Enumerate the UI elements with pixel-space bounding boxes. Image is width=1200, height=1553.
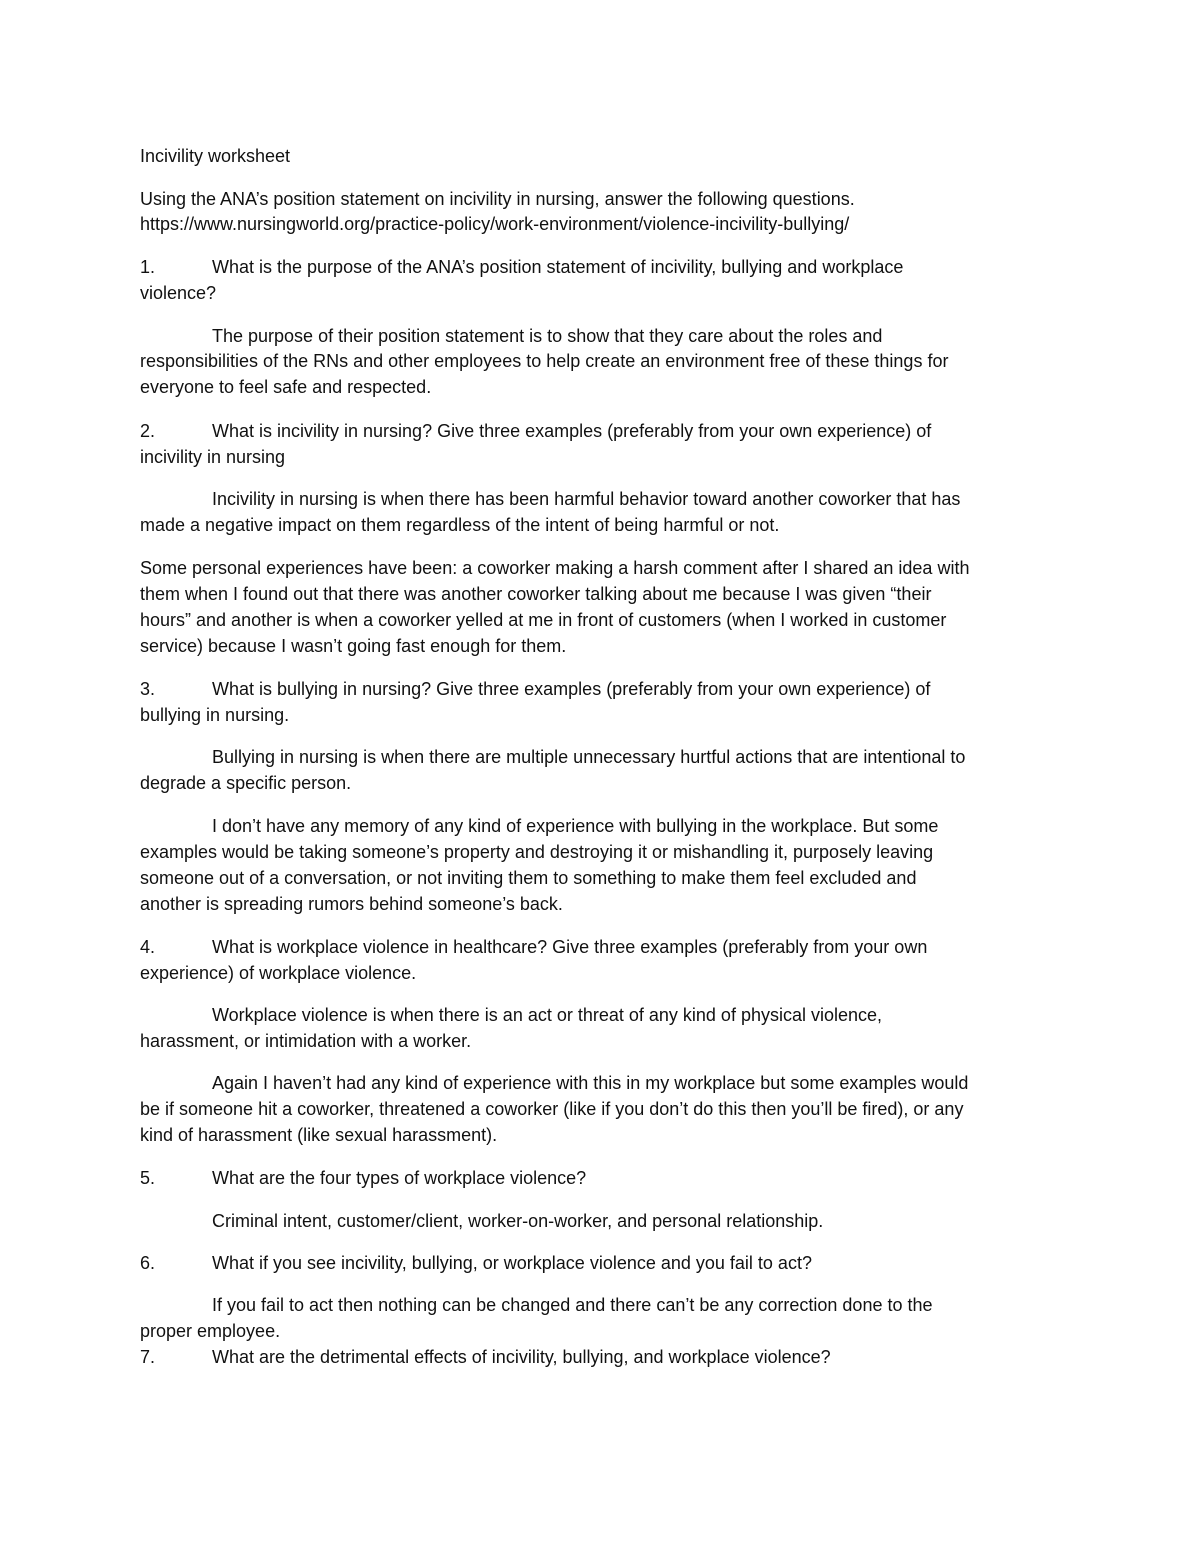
answer-text: everyone to feel safe and respected. [140, 377, 432, 397]
answer-text: another is spreading rumors behind someone’s back. [140, 894, 563, 914]
answer-text: Some personal experiences have been: a coworker making a harsh comment after I shared an idea with [140, 558, 970, 578]
question-text: What are the four types of workplace violence? [212, 1168, 587, 1188]
question-text: What is workplace violence in healthcare? Give three examples (preferably from your own [212, 937, 928, 957]
intro-line: Using the ANA’s position statement on incivility in nursing, answer the following questions. [140, 189, 855, 209]
question-text: What is incivility in nursing? Give three examples (preferably from your own experience) of [212, 421, 932, 441]
answer-text: The purpose of their position statement is to show that they care about the roles and [212, 326, 883, 346]
answer-text: hours” and another is when a coworker yelled at me in front of customers (when I worked in customer [140, 610, 947, 630]
answer-text: made a negative impact on them regardless of the intent of being harmful or not. [140, 515, 780, 535]
answer-text: I don’t have any memory of any kind of experience with bullying in the workplace. But some [212, 816, 939, 836]
question-number: 1. [140, 257, 156, 277]
question-text: experience) of workplace violence. [140, 963, 417, 983]
answer-text: someone out of a conversation, or not inviting them to something to make them feel excluded and [140, 868, 917, 888]
answer-text: If you fail to act then nothing can be changed and there can’t be any correction done to the [212, 1295, 933, 1315]
answer-text: examples would be taking someone’s property and destroying it or mishandling it, purposely leaving [140, 842, 934, 862]
answer-text: Criminal intent, customer/client, worker-on-worker, and personal relationship. [212, 1211, 824, 1231]
answer-text: Workplace violence is when there is an act or threat of any kind of physical violence, [212, 1005, 883, 1025]
document-title: Incivility worksheet [140, 146, 291, 166]
question-text: bullying in nursing. [140, 705, 290, 725]
answer-text: Incivility in nursing is when there has been harmful behavior toward another coworker that has [212, 489, 961, 509]
answer-text: proper employee. [140, 1321, 281, 1341]
answer-text: be if someone hit a coworker, threatened a coworker (like if you don’t do this then you’ll be fired), or any [140, 1099, 964, 1119]
question-number: 2. [140, 421, 156, 441]
question-text: What are the detrimental effects of incivility, bullying, and workplace violence? [212, 1347, 831, 1367]
answer-text: harassment, or intimidation with a worker. [140, 1031, 472, 1051]
question-number: 3. [140, 679, 156, 699]
question-text: violence? [140, 283, 217, 303]
question-number: 4. [140, 937, 156, 957]
answer-text: kind of harassment (like sexual harassment). [140, 1125, 498, 1145]
answer-text: them when I found out that there was another coworker talking about me because I was given “their [140, 584, 932, 604]
answer-text: responsibilities of the RNs and other employees to help create an environment free of these things for [140, 351, 949, 371]
question-number: 6. [140, 1253, 156, 1273]
question-number: 5. [140, 1168, 156, 1188]
intro-url: https://www.nursingworld.org/practice-policy/work-environment/violence-incivility-bullying/ [140, 214, 850, 234]
question-text: incivility in nursing [140, 447, 286, 467]
answer-text: Again I haven’t had any kind of experience with this in my workplace but some examples would [212, 1073, 969, 1093]
question-number: 7. [140, 1347, 156, 1367]
question-text: What is bullying in nursing? Give three examples (preferably from your own experience) of [212, 679, 931, 699]
answer-text: Bullying in nursing is when there are multiple unnecessary hurtful actions that are intentional to [212, 747, 966, 767]
question-text: What if you see incivility, bullying, or workplace violence and you fail to act? [212, 1253, 812, 1273]
question-text: What is the purpose of the ANA’s position statement of incivility, bullying and workplace [212, 257, 904, 277]
answer-text: service) because I wasn’t going fast enough for them. [140, 636, 567, 656]
answer-text: degrade a specific person. [140, 773, 352, 793]
